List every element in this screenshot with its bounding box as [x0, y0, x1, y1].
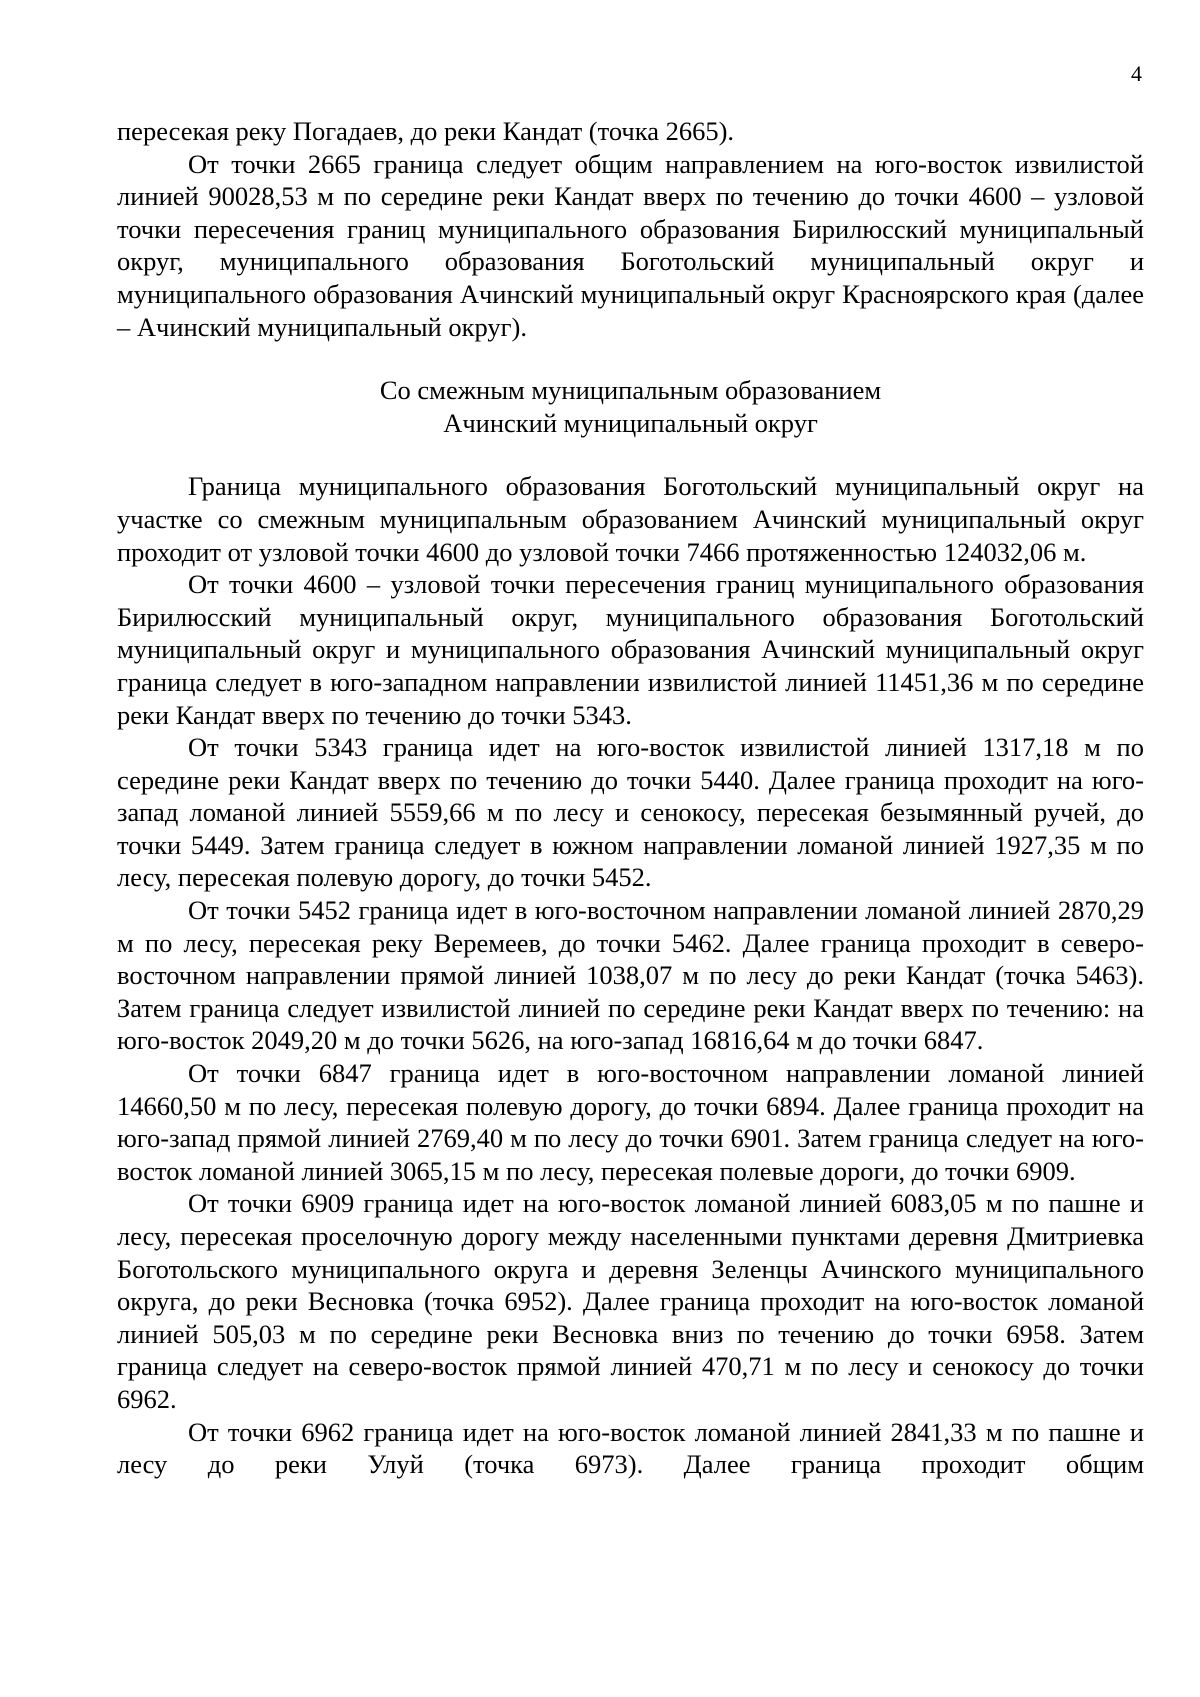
paragraph: От точки 2665 граница следует общим направлением на юго-восток извилистой линией 90028,53 м по середине реки Кандат вверх по течению до точки 4600 – узловой точки пересечения границ муниципального образования Бирилюсский муниципальный округ, муниципального образования Боготольский муниципальный округ и муниципального образования Ачинский муниципальный округ Красноярского края (далее – Ачинский муниципальный округ).: [117, 148, 1144, 342]
paragraph: От точки 6962 граница идет на юго-восток ломаной линией 2841,33 м по пашне и лесу до реки Улуй (точка 6973). Далее граница проходит общим: [117, 1416, 1144, 1480]
paragraph: Граница муниципального образования Боготольский муниципальный округ на участке со смежным муниципальным образованием Ачинский муниципальный округ проходит от узловой точки 4600 до узловой точки 7466 протяженностью 124032,06 м.: [117, 471, 1144, 567]
section-heading-line-2: Ачинский муниципальный округ: [443, 407, 818, 438]
paragraph: пересекая реку Погадаев, до реки Кандат (точка 2665).: [117, 116, 735, 146]
section-heading-line-1: Со смежным муниципальным образованием: [379, 375, 882, 406]
section-heading: [117, 374, 1144, 439]
paragraph: От точки 4600 – узловой точки пересечения границ муниципального образования Бирилюсский муниципальный округ, муниципального образования Боготольский муниципальный округ и муниципального образования Ачинский муниципальный округ граница следует в юго-западном направлении извилистой линией 11451,36 м по середине реки Кандат вверх по течению до точки 5343.: [117, 569, 1144, 730]
page-number: 4: [1131, 61, 1142, 86]
paragraph: От точки 5452 граница идет в юго-восточном направлении ломаной линией 2870,29 м по лесу, пересекая реку Веремеев, до точки 5462. Далее граница проходит в северо-восточном направлении прямой линией 1038,07 м по лесу до реки Кандат (точка 5463). Затем граница следует извилистой линией по середине реки Кандат вверх по течению: на юго-восток 2049,20 м до точки 5626, на юго-запад 16816,64 м до точки 6847.: [117, 895, 1144, 1056]
paragraph: От точки 6909 граница идет на юго-восток ломаной линией 6083,05 м по пашне и лесу, пересекая проселочную дорогу между населенными пунктами деревня Дмитриевка Боготольского муниципального округа и деревня Зеленцы Ачинского муниципального округа, до реки Весновка (точка 6952). Далее граница проходит на юго-восток ломаной линией 505,03 м по середине реки Весновка вниз по течению до точки 6958. Затем граница следует на северо-восток прямой линией 470,71 м по лесу и сенокосу до точки 6962.: [117, 1188, 1144, 1414]
document-body: [117, 115, 1144, 1481]
paragraph: От точки 6847 граница идет в юго-восточном направлении ломаной линией 14660,50 м по лесу, пересекая полевую дорогу, до точки 6894. Далее граница проходит на юго-запад прямой линией 2769,40 м по лесу до точки 6901. Затем граница следует на юго-восток ломаной линией 3065,15 м по лесу, пересекая полевые дороги, до точки 6909.: [117, 1058, 1144, 1186]
paragraph: От точки 5343 граница идет на юго-восток извилистой линией 1317,18 м по середине реки Кандат вверх по течению до точки 5440. Далее граница проходит на юго-запад ломаной линией 5559,66 м по лесу и сенокосу, пересекая безымянный ручей, до точки 5449. Затем граница следует в южном направлении ломаной линией 1927,35 м по лесу, пересекая полевую дорогу, до точки 5452.: [117, 732, 1144, 893]
